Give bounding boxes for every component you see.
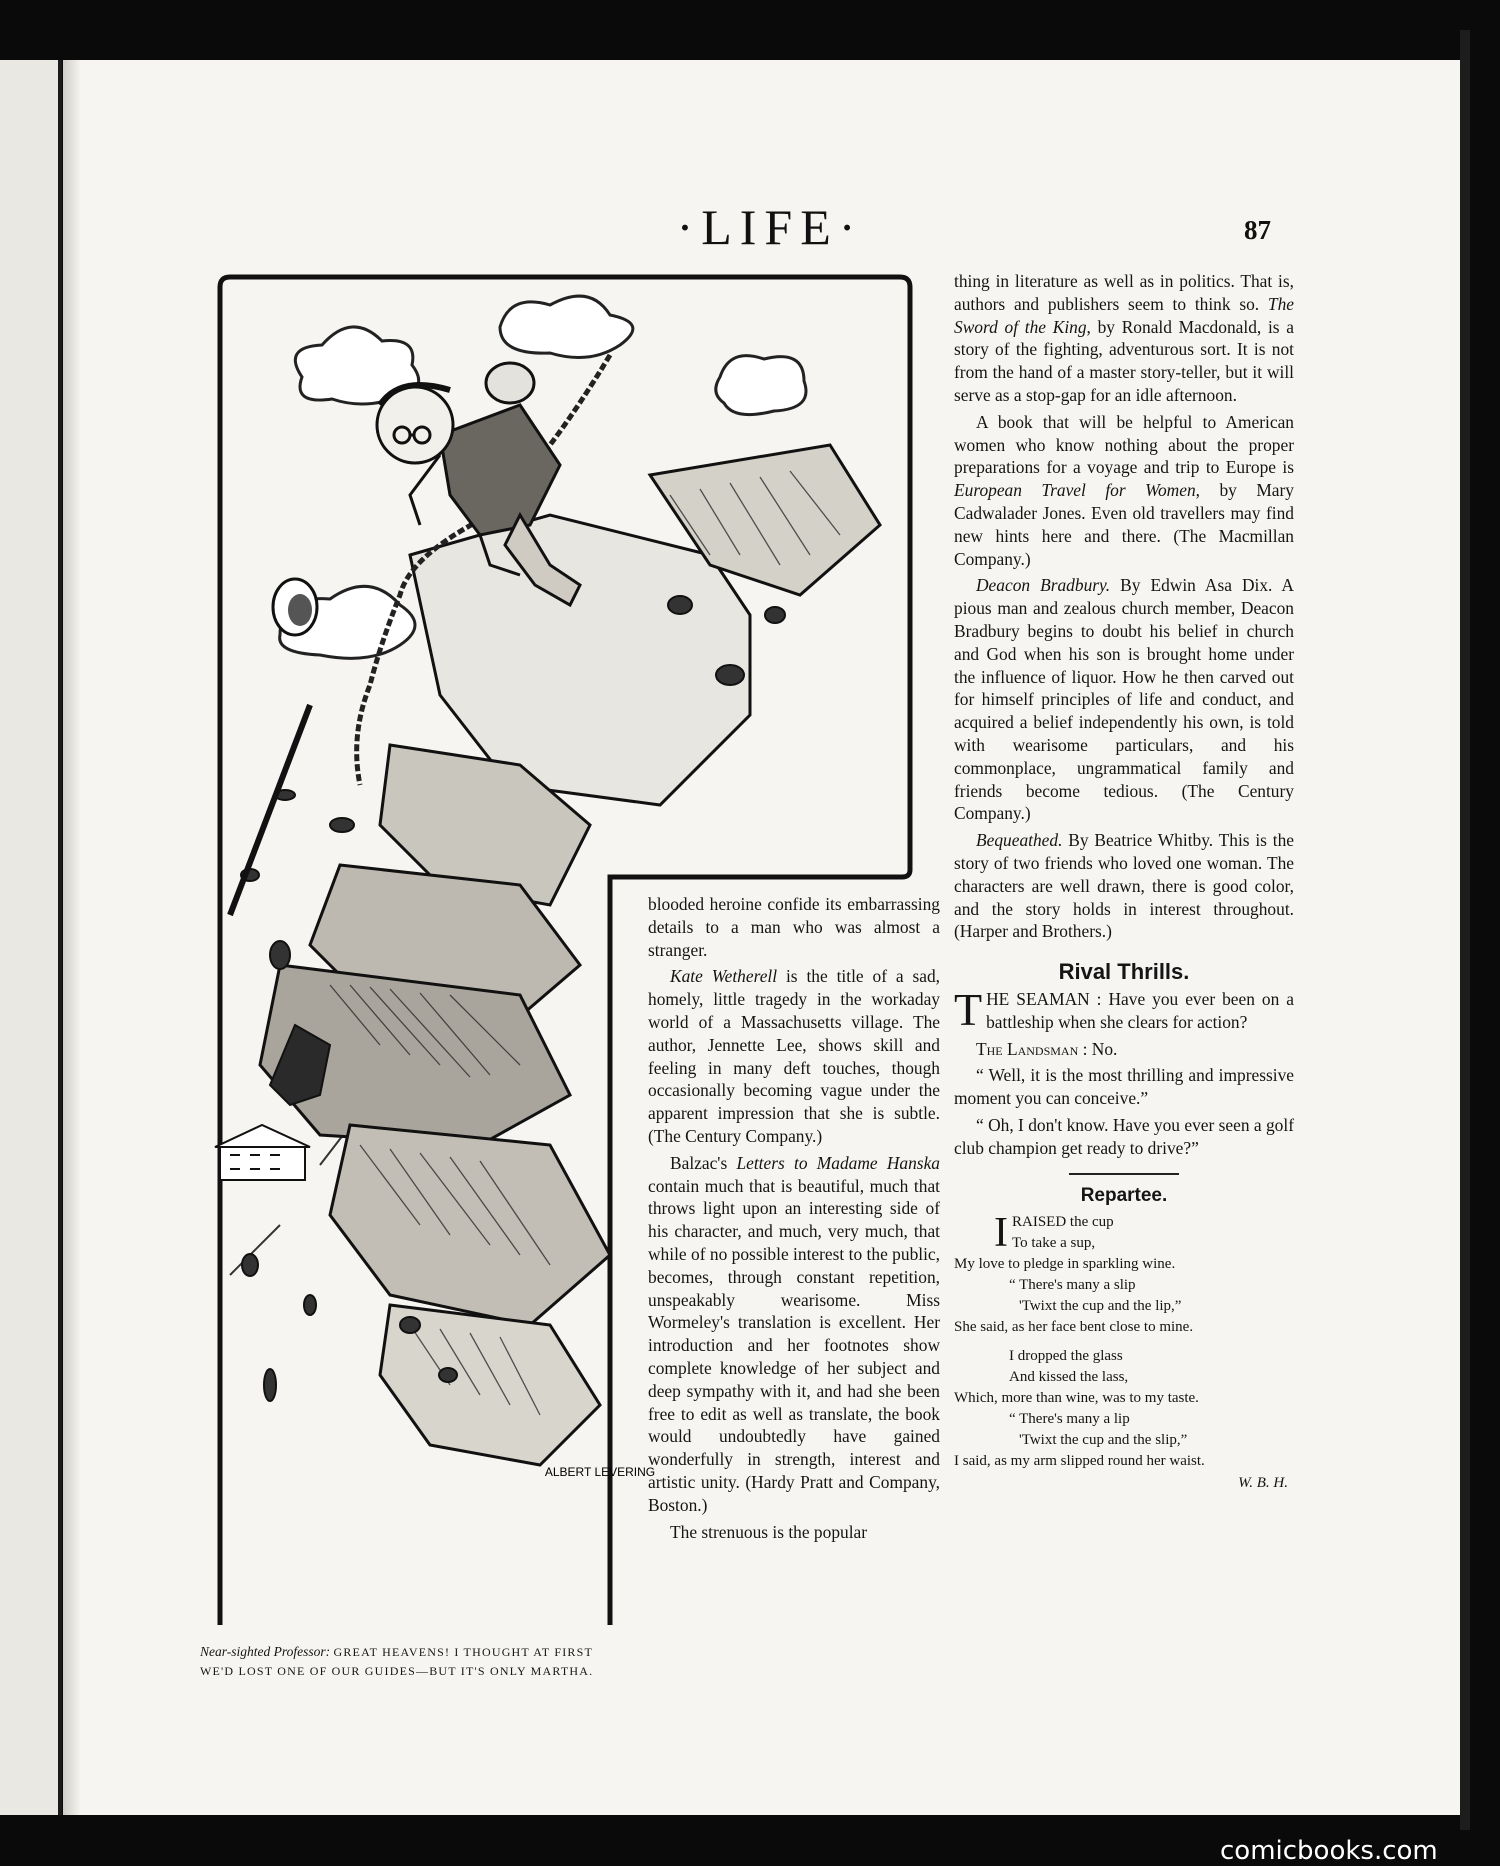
poem-line: “ There's many a slip [1009,1277,1136,1294]
dialogue-line [954,983,1294,1035]
book-title: The Sword of the King [954,293,1294,337]
paragraph: The strenuous is the popular [670,1521,868,1542]
paragraph-text: A book that will be helpful to American women who know nothing about the proper preparations for a voyage and trip to Europe is [954,411,1294,478]
binding-edge [58,60,62,1815]
paragraph [954,574,1294,825]
right-column [954,270,1294,1495]
drop-cap: T [954,983,983,1035]
paragraph-text: Balzac's [670,1152,737,1173]
illustration-caption [200,1643,630,1680]
dialogue-text: HE SEAMAN : Have you ever been on a battleship when she clears for action? [986,988,1294,1032]
poem-line: 'Twixt the cup and the slip,” [1019,1432,1188,1449]
dialogue-text: No. [1087,1038,1118,1059]
gutter-shadow [63,60,81,1815]
dialogue-line: “ Oh, I don't know. Have you ever seen a golf club champion get ready to drive?” [954,1114,1294,1158]
paragraph-text: is the title of a sad, homely, little tragedy in the workaday world of a Massachusetts village. The author, Jennette Lee, shows skill and feeling in many deft touches, though occasionally becoming vague under the apparent impression that she is subtle. (The Century Company.) [648,966,940,1146]
book-title: Letters to Madame Hanska [736,1152,940,1173]
dialogue-line [954,1038,1294,1061]
alpenstock [230,705,310,915]
page-number: 87 [1244,215,1271,245]
masthead: ·LIFE· [676,199,864,255]
page-edge-shadow [1460,30,1470,1830]
paragraph [954,411,1294,571]
book-title: Bequeathed. [976,830,1063,851]
middle-column [648,893,940,1543]
poem-line: RAISED the cup [1012,1214,1114,1231]
speaker-name: The Landsman : [976,1038,1088,1059]
book-title: Kate Wetherell [670,966,778,987]
paragraph-text: By Beatrice Whitby. This is the story of two friends who loved one woman. The characters are well drawn, there is good color, and the story holds in interest throughout. (Harper and Brothers.) [954,830,1294,942]
poem-line: And kissed the lass, [1009,1369,1129,1386]
watermark-logo: comicbooks.com [1220,1836,1438,1866]
poem-line: “ There's many a lip [1009,1411,1130,1428]
poem-line: To take a sup, [1012,1235,1096,1252]
rival-thrills-heading: Rival Thrills. [1058,959,1190,985]
paragraph [954,270,1294,407]
dialogue-line: “ Well, it is the most thrilling and impressive moment you can conceive.” [954,1065,1294,1109]
repartee-heading: Repartee. [1080,1185,1168,1207]
poem-line: She said, as her face bent close to mine. [954,1319,1194,1336]
poem-line: My love to pledge in sparkling wine. [954,1256,1176,1273]
paragraph-text: contain much that is beautiful, much that throws light upon an interesting side of his character, and much, very much, that while of no possible interest to the public, becomes, through constant repetition, unspeakably wearisome. Miss Wormeley's translation is excellent. Her introduction and her footnotes show complete knowledge of her subject and deep sympathy with it, and had she been free to edit as well as translate, the book would undoubtedly have gained wonderfully in strength, interest and artistic unity. (Hardy Pratt and Company, Boston.) [648,1175,940,1515]
repartee-poem [954,1212,1294,1472]
poem-line: I said, as my arm slipped round her waist. [954,1453,1205,1470]
caption-speaker: Near-sighted Professor: [200,1644,331,1659]
facing-page-edge [0,60,58,1815]
section-divider [1069,1173,1179,1175]
book-title: Deacon Bradbury. [976,575,1111,596]
paragraph-text: , by Ronald Macdonald, is a story of the fighting, adventurous sort. It is not from the hand of a master story-teller, but it will serve as a stop-gap for an idle afternoon. [954,316,1294,405]
paragraph-text: thing in literature as well as in politics. That is, authors and publishers seem to think so. [954,271,1294,314]
artist-signature [544,1460,656,1500]
paragraph-text: By Edwin Asa Dix. A pious man and zealous church member, Deacon Bradbury begins to doubt his belief in church and God when his son is brought home under the influence of liquor. How he then carved out for himself principles of life and conduct, and acquired a belief independently his own, is told with wearisome particulars, and his commonplace, ungrammatical family and friends become tedious. (The Century Company.) [954,575,1294,824]
paragraph [648,1152,940,1517]
poem-line: 'Twixt the cup and the lip,” [1019,1298,1182,1315]
paragraph [648,965,940,1147]
paragraph [954,829,1294,943]
poem-signature: W. B. H. [1238,1475,1288,1492]
drop-cap: I [994,1210,1008,1257]
poem-line: Which, more than wine, was to my taste. [954,1390,1199,1407]
book-title: European Travel for Women [954,480,1196,501]
artist-signature-text: ALBERT LEVERING [544,1465,656,1479]
caption-text: GREAT HEAVENS! I THOUGHT AT FIRST WE'D LOST ONE OF OUR GUIDES—BUT IT'S ONLY MARTHA. [200,1645,594,1678]
poem-line: I dropped the glass [1009,1348,1123,1365]
chalet [215,1125,310,1180]
paragraph: blooded heroine confide its embarrassing details to a man who was almost a stranger. [648,894,940,960]
paragraph-text: , by Mary Cadwalader Jones. Even old travellers may find new hints here and there. (The Macmillan Company.) [954,480,1295,569]
